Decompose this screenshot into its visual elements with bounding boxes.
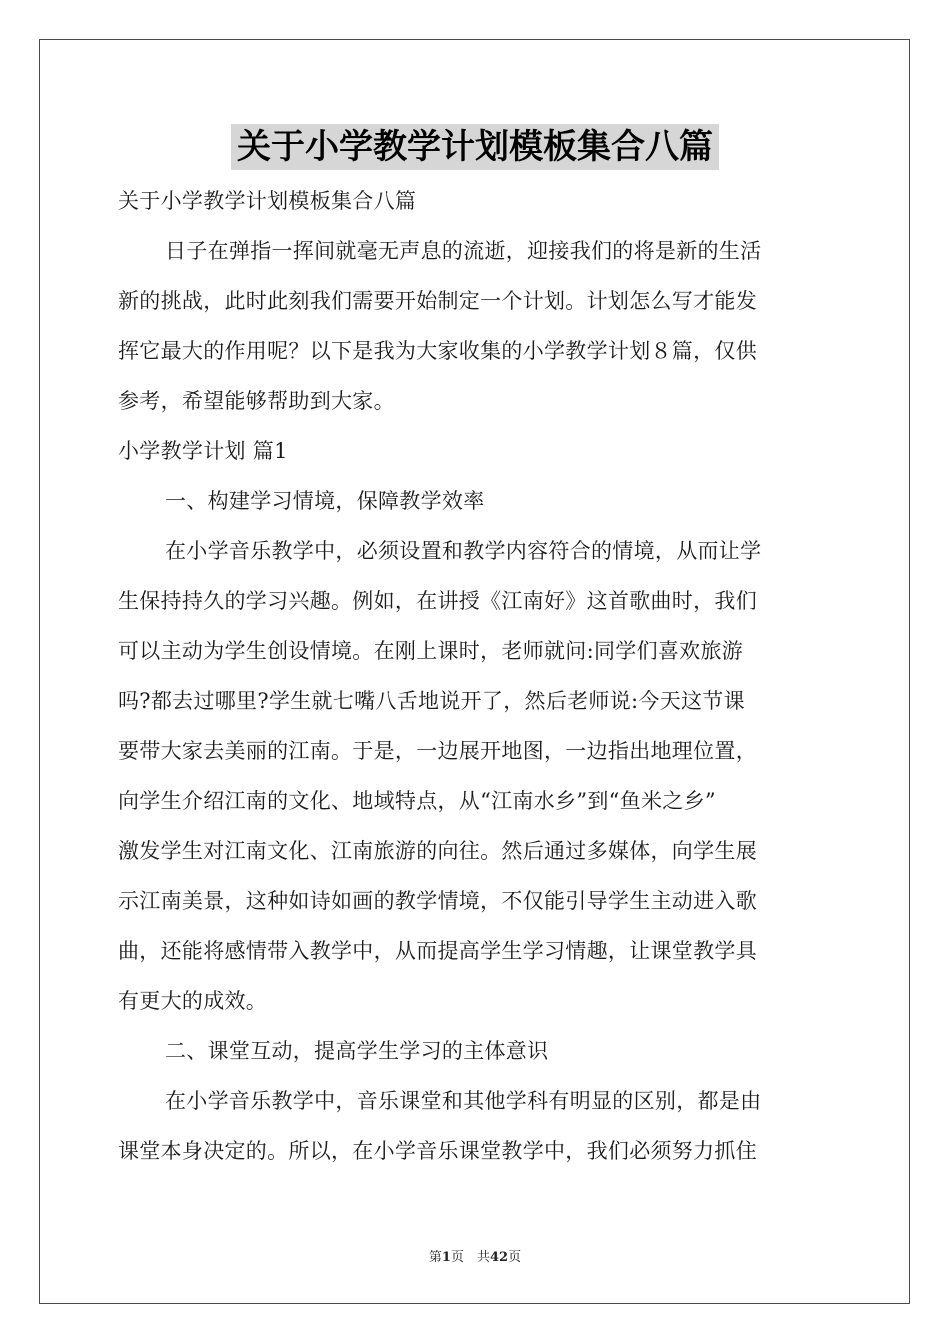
text-line: 可以主动为学生创设情境。在刚上课时，老师就问:同学们喜欢旅游 [118, 639, 744, 663]
footer-page-prefix: 第 [428, 1250, 442, 1265]
document-body [118, 176, 832, 1176]
text-line: 要带大家去美丽的江南。于是，一边展开地图，一边指出地理位置， [118, 739, 757, 763]
title-container [0, 124, 950, 170]
text-line: 生保持持久的学习兴趣。例如，在讲授《江南好》这首歌曲时，我们 [118, 589, 757, 613]
footer-page-suffix: 页 [508, 1250, 522, 1265]
text-line: 在小学音乐教学中，必须设置和教学内容符合的情境，从而让学 [165, 539, 762, 563]
text-line: 课堂本身决定的。所以，在小学音乐课堂教学中，我们必须努力抓住 [118, 1139, 757, 1163]
text-line: 在小学音乐教学中，音乐课堂和其他学科有明显的区别，都是由 [165, 1089, 762, 1113]
text-line: 日子在弹指一挥间就毫无声息的流逝，迎接我们的将是新的生活 [165, 239, 762, 263]
text-line: 参考，希望能够帮助到大家。 [118, 389, 395, 413]
document-title: 关于小学教学计划模板集合八篇 [231, 124, 719, 170]
footer-page-current: 1 [441, 1250, 451, 1265]
text-line: 关于小学教学计划模板集合八篇 [118, 189, 417, 213]
text-line: 一、构建学习情境，保障教学效率 [165, 489, 485, 513]
text-line: 吗?都去过哪里?学生就七嘴八舌地说开了，然后老师说:今天这节课 [118, 689, 745, 713]
text-line: 激发学生对江南文化、江南旅游的向往。然后通过多媒体，向学生展 [118, 839, 757, 863]
text-line: 向学生介绍江南的文化、地域特点，从“江南水乡”到“鱼米之乡” [118, 789, 716, 813]
text-line: 曲，还能将感情带入教学中，从而提高学生学习情趣，让课堂教学具 [118, 939, 757, 963]
text-line: 挥它最大的作用呢？以下是我为大家收集的小学教学计划８篇，仅供 [118, 339, 757, 363]
footer-page-total: 42 [489, 1250, 509, 1265]
page-footer [0, 1246, 950, 1265]
text-line: 示江南美景，这种如诗如画的教学情境，不仅能引导学生主动进入歌 [118, 889, 757, 913]
footer-page-mid: 页 共 [450, 1250, 490, 1265]
text-line: 新的挑战，此时此刻我们需要开始制定一个计划。计划怎么写才能发 [118, 289, 757, 313]
text-line: 小学教学计划 篇1 [118, 439, 288, 463]
text-line: 二、课堂互动，提高学生学习的主体意识 [165, 1039, 549, 1063]
text-line: 有更大的成效。 [118, 989, 268, 1013]
